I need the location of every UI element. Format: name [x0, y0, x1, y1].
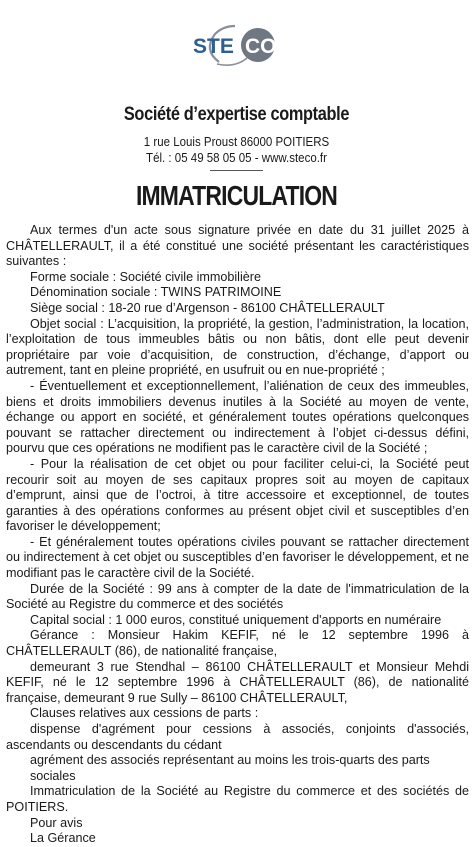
notice-paragraph: - Pour la réalisation de cet objet ou pour faciliter celui-ci, la Société peut recourir soit au moyen de ses capitaux propres soit au moyen de capitaux d’emprunt, ainsi que de l’octroi, à titre accessoire et exceptionnel, de toutes garanties à des opérations conformes au présent objet civil et susceptibles d’en favoriser le développement; — [6, 456, 469, 534]
notice-paragraph: Durée de la Société : 99 ans à compter de la date de l'immatriculation de la Société au Registre du commerce et des sociétés — [6, 581, 469, 612]
company-contact: Tél. : 05 49 58 05 05 - www.steco.fr — [146, 151, 327, 165]
logo-text-blue: STE — [193, 35, 234, 58]
notice-paragraph: dispense d'agrément pour cessions à associés, conjoints d'associés, ascendants ou descendants du cédant — [6, 722, 469, 752]
company-address: 1 rue Louis Proust 86000 POITIERS — [143, 135, 330, 149]
company-name: Société d’expertise comptable — [123, 104, 350, 125]
notice-body — [6, 223, 469, 847]
logo-text-white: CO — [245, 35, 277, 58]
notice-paragraph: Forme sociale : Société civile immobilière — [30, 269, 261, 284]
notice-paragraph: Gérance : Monsieur Hakim KEFIF, né le 12 septembre 1996 à CHÂTELLERAULT (86), de nationalité française, — [6, 628, 469, 659]
notice-paragraph: - Éventuellement et exceptionnellement, l’aliénation de ceux des immeubles, biens et droits immobiliers devenus inutiles à la Société au moyen de vente, échange ou apport en société, et généralement toutes opérations quelconques pouvant se rattacher directement ou indirectement à l’objet ci-dessus défini, pourvu que ces opérations ne modifient pas le caractère civil de la Société ; — [6, 378, 469, 456]
notice-paragraph: Clauses relatives aux cessions de parts : — [30, 706, 259, 721]
notice-paragraph: Siège social : 18-20 rue d’Argenson - 86100 CHÂTELLERAULT — [30, 300, 385, 315]
notice-paragraph: Capital social : 1 000 euros, constitué uniquement d'apports en numéraire — [30, 612, 442, 627]
notice-paragraph: Aux termes d'un acte sous signature privée en date du 31 juillet 2025 à CHÂTELLERAULT, il a été constitué une société présentant les caractéristiques suivantes : — [6, 223, 469, 269]
steco-logo — [189, 22, 277, 68]
notice-paragraph: agrément des associés représentant au moins les trois-quarts des parts sociales — [30, 753, 430, 783]
notice-paragraph: Dénomination sociale : TWINS PATRIMOINE — [30, 285, 282, 300]
notice-title: IMMATRICULATION — [135, 180, 338, 211]
notice-paragraph: Pour avis — [30, 815, 83, 830]
notice-paragraph: Immatriculation de la Société au Registre du commerce et des sociétés de POITIERS. — [6, 784, 469, 814]
notice-paragraph: - Et généralement toutes opérations civiles pouvant se rattacher directement ou indirectement à cet objet ou susceptibles d’en favoriser le développement, et ne modifiant pas le caractère civil de la Société. — [6, 534, 469, 581]
notice-paragraph: La Gérance — [30, 831, 96, 846]
notice-paragraph: Objet social : L’acquisition, la propriété, la gestion, l’administration, la location, l’exploitation de tous immeubles bâtis ou non bâtis, dont elle peut devenir propriétaire par voie d’acquisition, de construction, d’échange, d’apport ou autrement, tant en pleine propriété, en usufruit ou en nue-propriété ; — [6, 316, 469, 378]
divider — [210, 170, 263, 171]
notice-paragraph: demeurant 3 rue Stendhal – 86100 CHÂTELLERAULT et Monsieur Mehdi KEFIF, né le 12 septembre 1996 à CHÂTELLERAULT (86), de nationalité française, demeurant 9 rue Sully – 86100 CHÂTELLERAULT, — [6, 659, 469, 705]
